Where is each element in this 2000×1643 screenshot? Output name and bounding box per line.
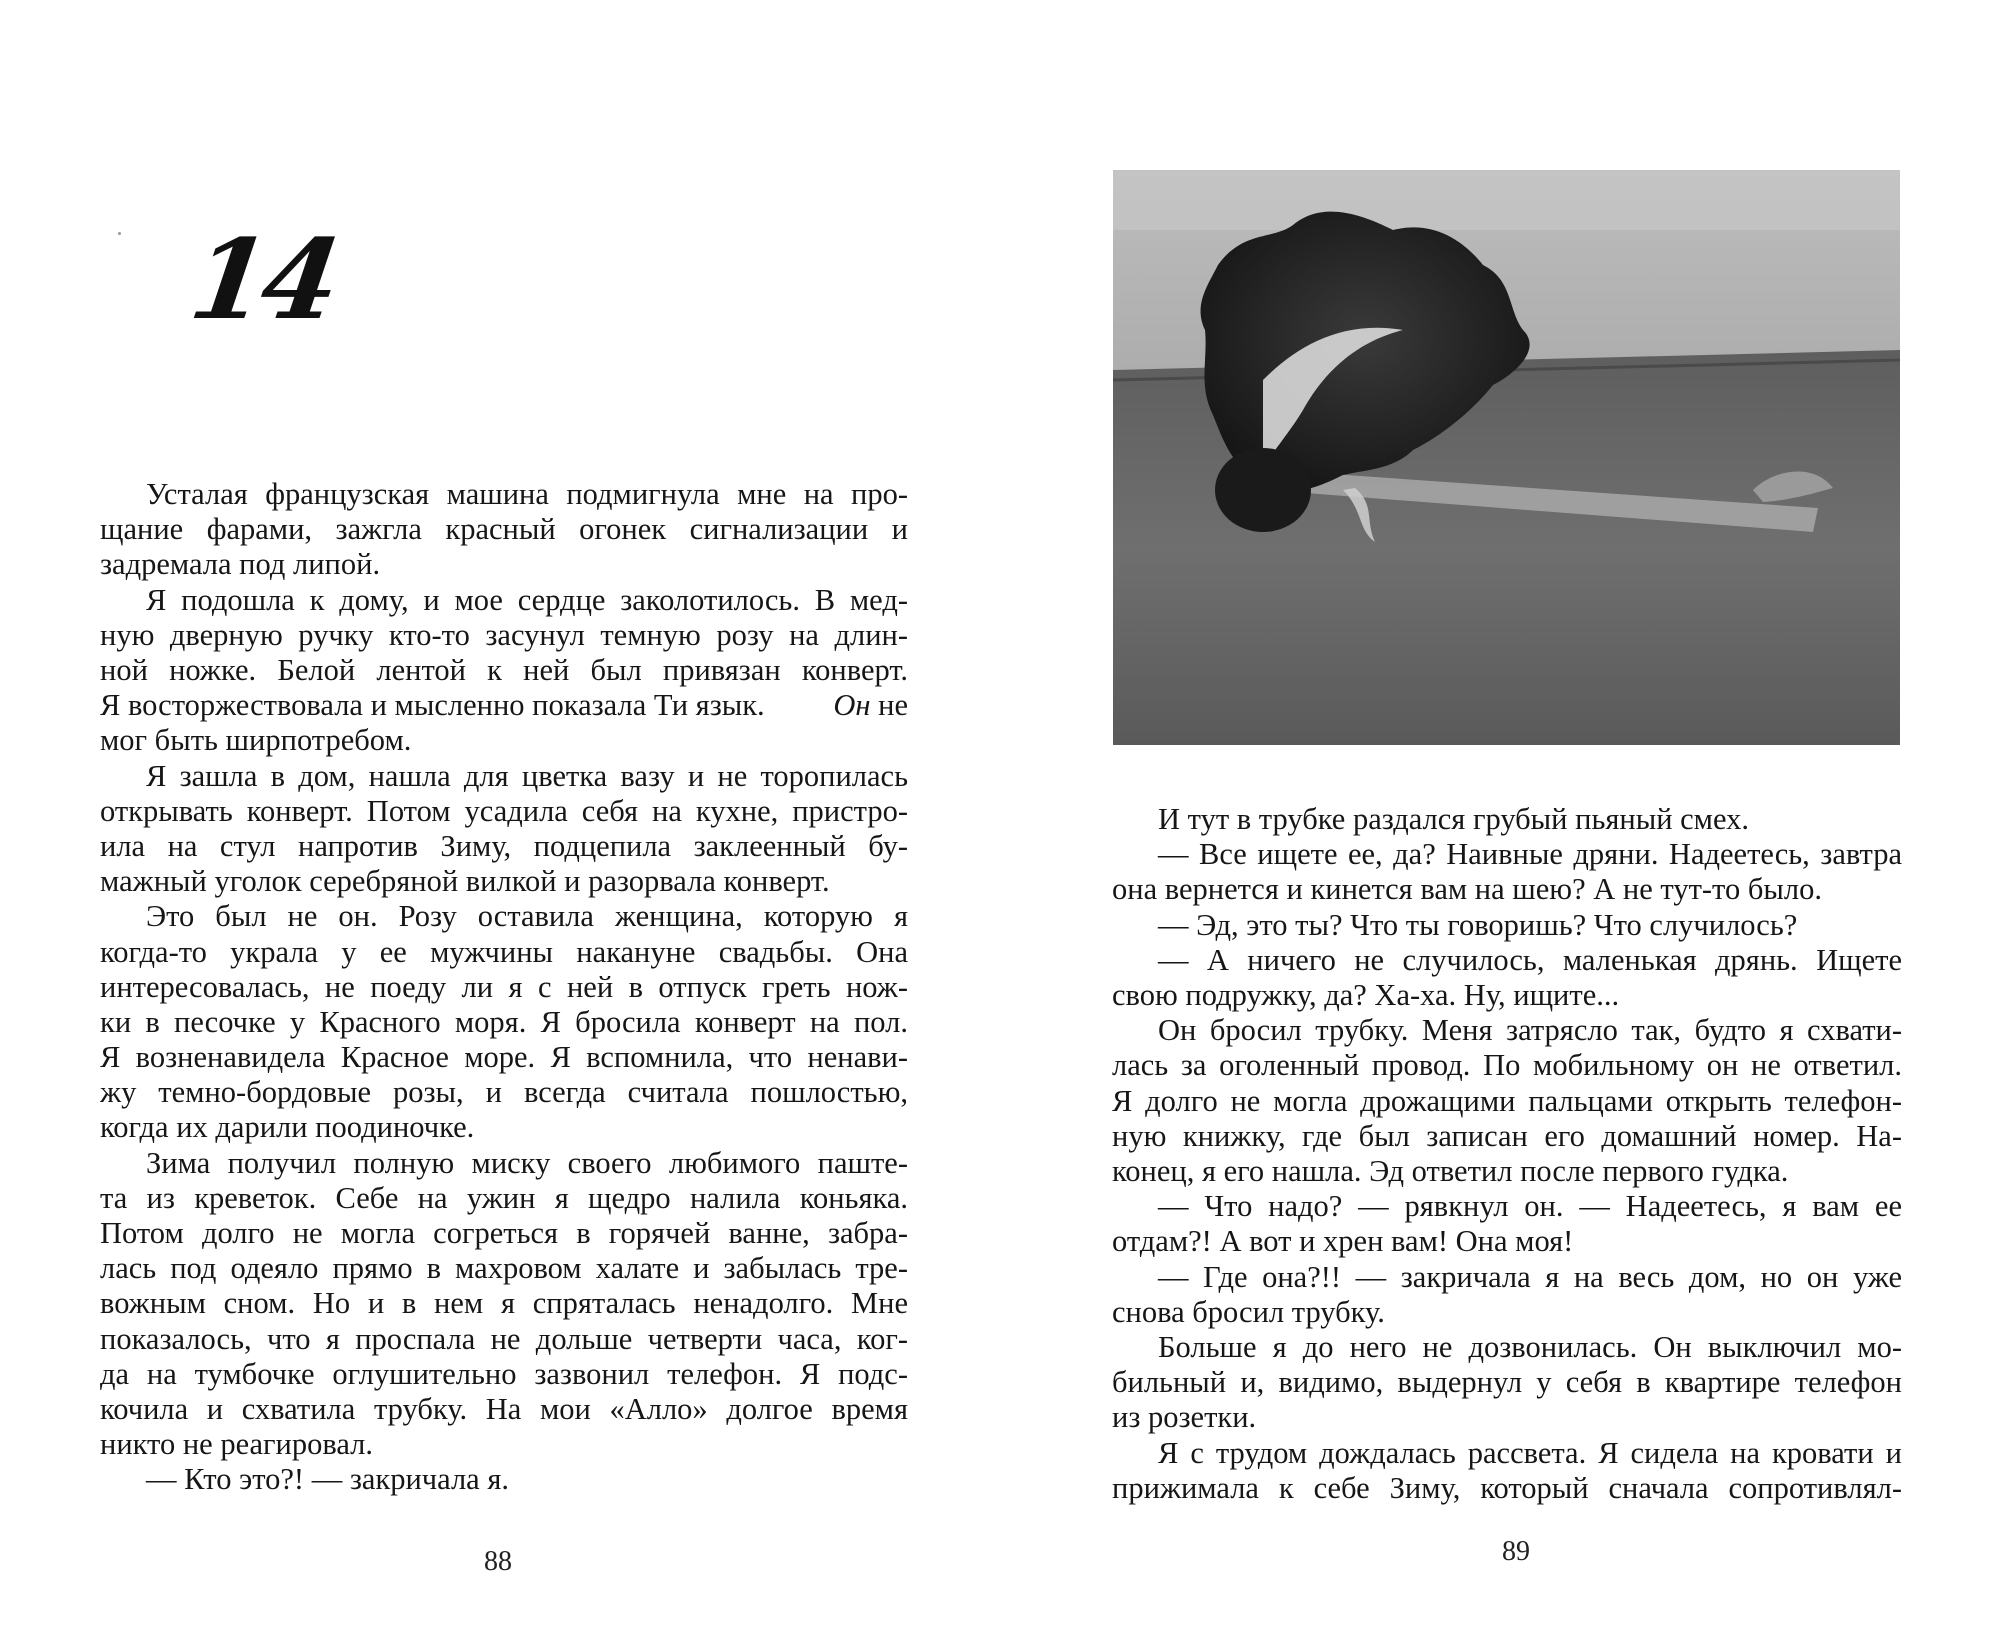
text-line: Я зашла в дом, нашла для цветка вазу и не торопилась [146, 758, 908, 793]
rose-sepal [1215, 448, 1311, 532]
text-line: открывать конверт. Потом усадила себя на кухне, пристро- [100, 793, 908, 828]
text-line: — А ничего не случилось, маленькая дрянь. Ищете [1158, 942, 1902, 977]
text-line: когда их дарили поодиночке. [100, 1110, 475, 1145]
left-page-text [100, 477, 908, 1498]
text-line: та из креветок. Себе на ужин я щедро налила коньяка. [100, 1180, 908, 1215]
text-line: интересовалась, не поеду ли я с ней в отпуск греть нож- [100, 969, 908, 1004]
text-line: — Все ищете ее, да? Наивные дряни. Надеетесь, завтра [1158, 837, 1902, 872]
right-page [1000, 0, 2000, 1643]
text-line: мог быть ширпотребом. [100, 723, 412, 758]
text-line: Это был не он. Розу оставила женщина, которую я [146, 899, 908, 934]
text-line: ную книжку, где был записан его домашний номер. На- [1112, 1118, 1902, 1153]
text-line: задремала под липой. [100, 547, 381, 582]
text-run: не [878, 688, 908, 723]
text-line: вожным сном. Но и в нем я спряталась ненадолго. Мне [100, 1286, 908, 1321]
text-line: никто не реагировал. [100, 1427, 374, 1462]
text-run: Я восторжествовала и мысленно показала Ти язык. [100, 688, 765, 723]
text-line: свою подружку, да? Ха-ха. Ну, ищите... [1112, 977, 1620, 1012]
text-line: Потом долго не могла согреться в горячей ванне, забра- [100, 1216, 908, 1251]
rose-photo [1113, 170, 1900, 745]
text-line: кочила и схватила трубку. На мои «Алло» долгое время [100, 1391, 908, 1426]
text-line: Он бросил трубку. Меня затрясло так, будто я схвати- [1158, 1013, 1902, 1048]
text-line: она вернется и кинется вам на шею? А не тут-то было. [1112, 872, 1822, 907]
text-line: щание фарами, зажгла красный огонек сигнализации и [100, 512, 908, 547]
text-line: ной ножке. Белой лентой к ней был привязан конверт. [100, 652, 908, 687]
emphasis-text: Он [833, 688, 871, 723]
text-line: да на тумбочке оглушительно зазвонил телефон. Я подс- [100, 1356, 908, 1391]
text-line: ила на стул напротив Зиму, подцепила заклеенный бу- [100, 828, 908, 863]
text-line: прижимала к себе Зиму, который сначала сопротивлял- [1112, 1470, 1902, 1505]
text-line: Я с трудом дождалась рассвета. Я сидела на кровати и [1158, 1435, 1902, 1470]
text-line: ную дверную ручку кто-то засунул темную розу на длин- [100, 617, 908, 652]
text-line: когда-то украла у ее мужчины накануне свадьбы. Она [100, 934, 908, 969]
page-number: 88 [484, 1546, 512, 1577]
text-line: Больше я до него не дозвонилась. Он выключил мо- [1158, 1329, 1902, 1364]
text-line: лась за оголенный провод. По мобильному он не ответил. [1112, 1048, 1902, 1083]
text-line: лась под одеяло прямо в махровом халате и забылась тре- [100, 1251, 908, 1286]
text-line: снова бросил трубку. [1112, 1294, 1385, 1329]
text-line: бильный и, видимо, выдернул у себя в квартире телефон [1112, 1365, 1902, 1400]
text-line: Я возненавидела Красное море. Я вспомнила, что ненави- [100, 1040, 908, 1075]
page-number: 89 [1502, 1536, 1530, 1567]
text-line: — Где она?!! — закричала я на весь дом, но он уже [1158, 1259, 1902, 1294]
text-line: — Что надо? — рявкнул он. — Надеетесь, я вам ее [1158, 1189, 1902, 1224]
text-line: мажный уголок серебряной вилкой и разорвала конверт. [100, 864, 830, 899]
text-line: Я долго не могла дрожащими пальцами открыть телефон- [1112, 1083, 1902, 1118]
bleed-through-band [1113, 170, 1900, 230]
text-line: ки в песочке у Красного моря. Я бросила конверт на пол. [100, 1004, 908, 1039]
text-line: отдам?! А вот и хрен вам! Она моя! [1112, 1224, 1574, 1259]
text-line: Зима получил полную миску своего любимого паште- [146, 1145, 908, 1180]
text-line: — Кто это?! — закричала я. [146, 1462, 509, 1497]
text-line: показалось, что я проспала не дольше четверти часа, ког- [100, 1321, 908, 1356]
text-line: Усталая французская машина подмигнула мне на про- [146, 477, 908, 511]
text-line: Я подошла к дому, и мое сердце заколотилось. В мед- [146, 582, 908, 617]
chapter-number: 14 [183, 215, 343, 344]
text-line: жу темно-бордовые розы, и всегда считала пошлостью, [100, 1075, 908, 1110]
right-page-text [1112, 802, 1902, 1506]
text-line [100, 688, 908, 723]
text-line: из розетки. [1112, 1400, 1257, 1435]
text-line: конец, я его нашла. Эд ответил после первого гудка. [1112, 1153, 1789, 1188]
text-line: И тут в трубке раздался грубый пьяный смех. [1158, 802, 1749, 836]
paper-speck [118, 232, 121, 235]
text-line: — Эд, это ты? Что ты говоришь? Что случилось? [1158, 907, 1798, 942]
